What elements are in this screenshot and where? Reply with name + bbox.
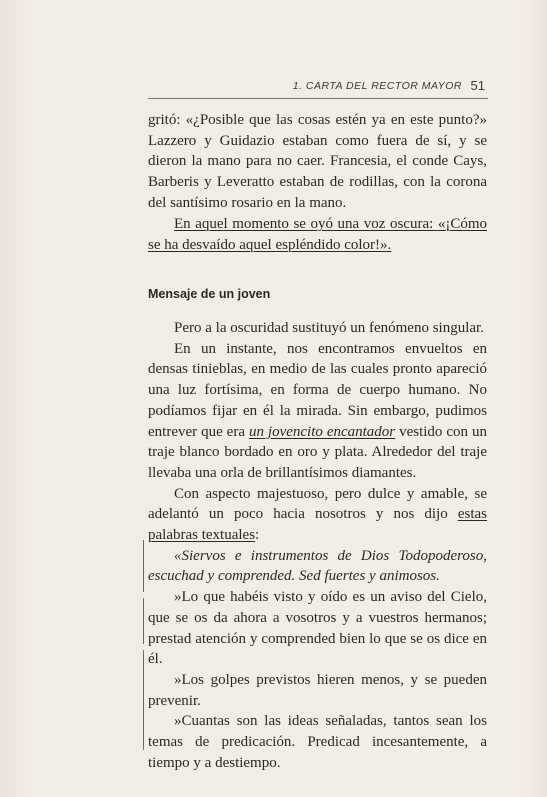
paragraph-5-text-a: Con aspecto majestuoso, pero dulce y amable, se adelantó un poco hacia nosotros y nos dijo	[148, 485, 487, 523]
running-header	[148, 78, 488, 99]
paragraph-5-underlined: estas palabras textuales	[148, 506, 487, 544]
paragraph-2: En aquel momento se oyó una voz oscura: «¡Cómo se ha desvaído aquel espléndido color!».	[148, 216, 487, 253]
paragraph-5	[148, 484, 487, 546]
section-heading: Mensaje de un joven	[148, 287, 271, 301]
paragraph-4-italic: un jovencito encantador	[248, 423, 396, 440]
paragraph-4-text-a: En un instante, nos encontramos envueltos en densas tinieblas, en medio de las cuales pronto apareció una luz fortísima, en forma de cuerpo humano. No podíamos fijar en él la mirada. Sin embargo, pudimos entrever que era	[148, 340, 487, 440]
paragraph-9: »Cuantas son las ideas señaladas, tantos sean los temas de predicación. Predicad incesantemente, a tiempo y a destiempo.	[148, 713, 487, 771]
paragraph-8: »Los golpes previstos hieren menos, y se pueden prevenir.	[148, 671, 487, 709]
paragraph-7: »Lo que habéis visto y oído es un aviso del Cielo, que se os da ahora a vosotros y a vuestros hermanos; prestad atención y comprended bien lo que se os dice en él.	[148, 589, 487, 668]
paragraph-5-text-b: :	[255, 527, 260, 544]
paragraph-1: gritó: «¿Posible que las cosas estén ya en este punto?» Lazzero y Guidazio estaban como fuera de sí, y se dieron la mano para no caer. Francesia, el conde Cays, Barberis y Leveratto estaban de rodillas, con la corona del santísimo rosario en la mano.	[148, 112, 487, 211]
text-block-voice	[148, 214, 487, 255]
text-block-message	[148, 318, 487, 773]
page-number: 51	[470, 78, 485, 93]
paragraph-4	[148, 339, 487, 484]
chapter-title: 1. CARTA DEL RECTOR MAYOR	[292, 80, 462, 92]
margin-annotation-line	[143, 650, 146, 750]
text-block-top	[148, 110, 487, 214]
margin-annotation-line	[143, 540, 146, 592]
paragraph-6: «Siervos e instrumentos de Dios Todopoderoso, escuchad y comprended. Sed fuertes y animosos.	[148, 547, 487, 585]
paragraph-3: Pero a la oscuridad sustituyó un fenómeno singular.	[174, 320, 484, 336]
paragraph-4-text-b: vestido con un traje blanco bordado en oro y plata. Alrededor del traje llevaba una orla de brillantísimos diamantes.	[148, 423, 487, 481]
margin-annotation-line	[143, 598, 146, 644]
